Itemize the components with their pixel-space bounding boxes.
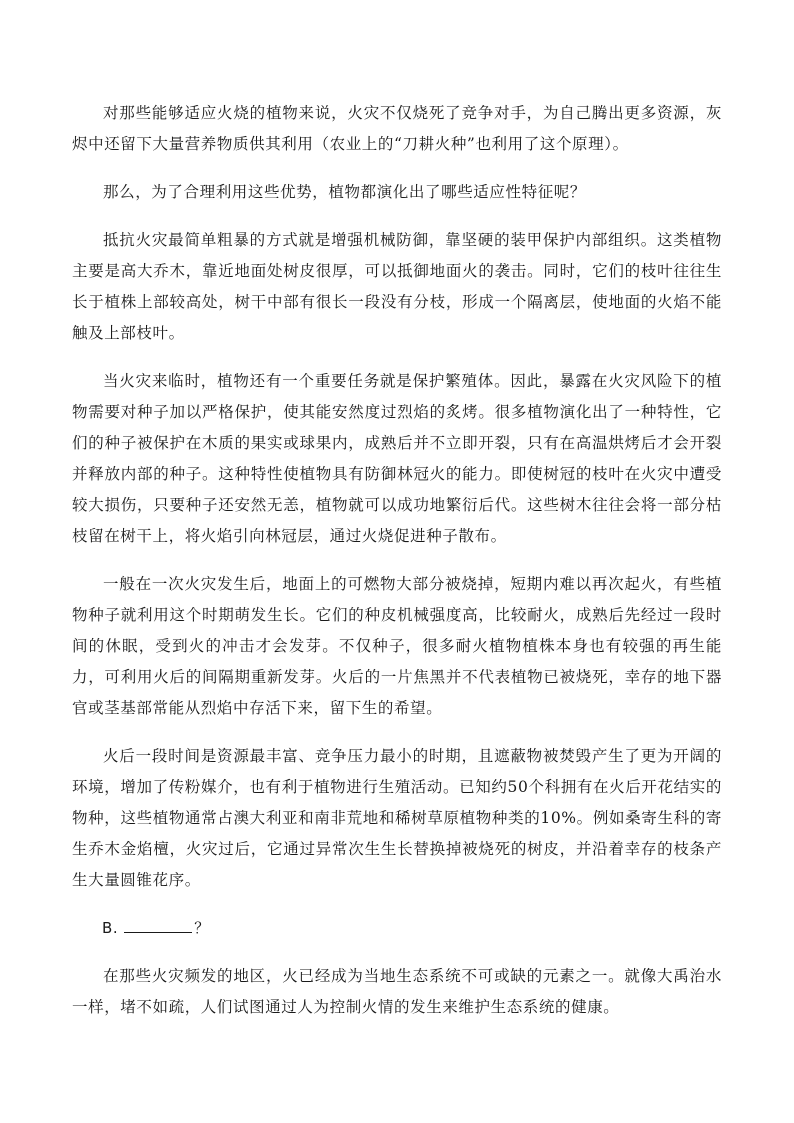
paragraph-3: 抵抗火灾最简单粗暴的方式就是增强机械防御，靠坚硬的装甲保护内部组织。这类植物主要是高大乔木，靠近地面处树皮很厚，可以抵御地面火的袭击。同时，它们的枝叶往往生长于植株上部较高处，树干中部有很长一段没有分枝，形成一个隔离层，使地面的火焰不能触及上部枝叶。 <box>72 231 722 342</box>
closing-paragraph: 在那些火灾频发的地区，火已经成为当地生态系统不可或缺的元素之一。就像大禹治水一样，堵不如疏，人们试图通过人为控制火情的发生来维护生态系统的健康。 <box>72 967 722 1016</box>
paragraph-4: 当火灾来临时，植物还有一个重要任务就是保护繁殖体。因此，暴露在火灾风险下的植物需要对种子加以严格保护，使其能安然度过烈焰的炙烤。很多植物演化出了一种特性，它们的种子被保护在木质的果实或球果内，成熟后并不立即开裂，只有在高温烘烤后才会开裂并释放内部的种子。这种特性使植物具有防御林冠火的能力。即使树冠的枝叶在火灾中遭受较大损伤，只要种子还安然无恙，植物就可以成功地繁衍后代。这些树木往往会将一部分枯枝留在树干上，将火焰引向林冠层，通过火烧促进种子散布。 <box>72 372 722 545</box>
question-label: B. <box>102 919 119 937</box>
fill-in-blank <box>124 914 192 933</box>
question-mark: ？ <box>194 919 210 937</box>
paragraph-6: 火后一段时间是资源最丰富、竞争压力最小的时期，且遮蔽物被焚毁产生了更为开阔的环境，增加了传粉媒介，也有利于植物进行生殖活动。已知约50个科拥有在火后开花结实的物种，这些植物通常占澳大利亚和南非荒地和稀树草原植物种类的10%。例如桑寄生科的寄生乔木金焰檀，火灾过后，它通过异常次生生长替换掉被烧死的树皮，并沿着幸存的枝条产生大量圆锥花序。 <box>72 747 722 889</box>
paragraph-5: 一般在一次火灾发生后，地面上的可燃物大部分被烧掉，短期内难以再次起火，有些植物种子就利用这个时期萌发生长。它们的种皮机械强度高，比较耐火，成熟后先经过一段时间的休眠，受到火的冲击才会发芽。不仅种子，很多耐火植物植株本身也有较强的再生能力，可利用火后的间隔期重新发芽。火后的一片焦黑并不代表植物已被烧死，幸存的地下器官或茎基部常能从烈焰中存活下来，留下生的希望。 <box>72 575 722 717</box>
paragraph-2: 那么，为了合理利用这些优势，植物都演化出了哪些适应性特征呢？ <box>103 183 587 201</box>
question-b-heading <box>72 913 722 944</box>
paragraph-1: 对那些能够适应火烧的植物来说，火灾不仅烧死了竞争对手，为自己腾出更多资源，灰烬中还留下大量营养物质供其利用（农业上的“刀耕火种”也利用了这个原理）。 <box>72 104 722 153</box>
article-body <box>72 98 722 1023</box>
